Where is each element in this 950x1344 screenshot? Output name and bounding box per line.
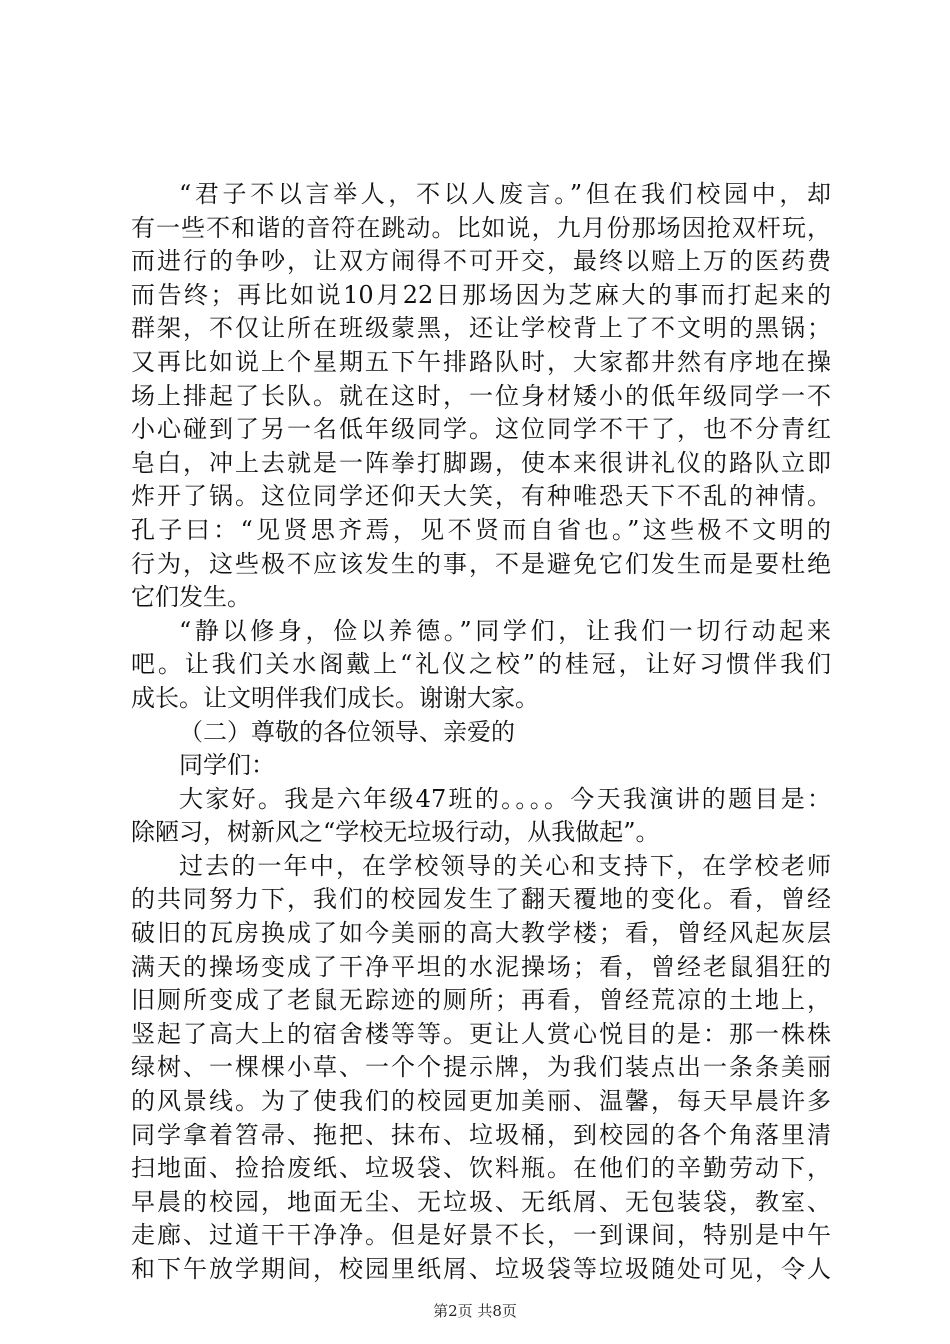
text-line: 的共同努力下，我们的校园发生了翻天覆地的变化。看，曾经 — [131, 885, 831, 914]
text-line: 群架，不仅让所在班级蒙黑，还让学校背上了不文明的黑锅； — [131, 314, 831, 343]
text-line: 又再比如说上个星期五下午排路队时，大家都井然有序地在操 — [131, 347, 831, 376]
text-line: 绿树、一棵棵小草、一个个提示牌，为我们装点出一条条美丽 — [131, 1053, 831, 1082]
text-line: 扫地面、捡拾废纸、垃圾袋、饮料瓶。在他们的辛勤劳动下， — [131, 1154, 831, 1183]
text-line: 而进行的争吵，让双方闹得不可开交，最终以赔上万的医药费 — [131, 247, 831, 276]
text-line: 过去的一年中，在学校领导的关心和支持下，在学校老师 — [179, 851, 831, 880]
text-line: 满天的操场变成了干净平坦的水泥操场；看，曾经老鼠猖狂的 — [131, 952, 831, 981]
text-line: 皂白，冲上去就是一阵拳打脚踢，使本来很讲礼仪的路队立即 — [131, 448, 831, 477]
text-line: “静以修身，俭以养德。”同学们，让我们一切行动起来 — [179, 616, 831, 645]
text-line: 炸开了锅。这位同学还仰天大笑，有种唯恐天下不乱的神情。 — [131, 482, 831, 511]
text-line: 行为，这些极不应该发生的事，不是避免它们发生而是要杜绝 — [131, 549, 831, 578]
body-text — [131, 178, 831, 1287]
text-line: 和下午放学期间，校园里纸屑、垃圾袋等垃圾随处可见，令人 — [131, 1255, 831, 1283]
text-line: “君子不以言举人，不以人废言。”但在我们校园中，却 — [179, 180, 831, 208]
text-line: 除陋习，树新风之“学校无垃圾行动，从我做起”。 — [131, 818, 660, 847]
text-line: 的风景线。为了使我们的校园更加美丽、温馨，每天早晨许多 — [131, 1087, 831, 1116]
text-line: 成长。让文明伴我们成长。谢谢大家。 — [131, 683, 539, 712]
text-line: 走廊、过道干干净净。但是好景不长，一到课间，特别是中午 — [131, 1221, 831, 1250]
text-line: 它们发生。 — [131, 583, 251, 612]
page-footer: 第2页 共8页 — [433, 1302, 517, 1320]
text-line: 破旧的瓦房换成了如今美丽的高大教学楼；看，曾经风起灰层 — [131, 919, 831, 948]
text-line: 吧。让我们关水阁戴上“礼仪之校”的桂冠，让好习惯伴我们 — [131, 650, 831, 679]
text-line: 同学拿着笤帚、拖把、抹布、垃圾桶，到校园的各个角落里清 — [131, 1120, 831, 1149]
salutation: 同学们： — [179, 751, 275, 780]
section-heading: （二）尊敬的各位领导、亲爱的 — [179, 717, 515, 746]
text-line: 竖起了高大上的宿舍楼等等。更让人赏心悦目的是：那一株株 — [131, 1019, 831, 1048]
text-line: 小心碰到了另一名低年级同学。这位同学不干了，也不分青红 — [131, 415, 831, 444]
text-line: 大家好。我是六年级47班的。。。。今天我演讲的题目是： — [179, 784, 831, 813]
text-line: 旧厕所变成了老鼠无踪迹的厕所；再看，曾经荒凉的土地上， — [131, 986, 831, 1015]
text-line: 孔子曰：“见贤思齐焉，见不贤而自省也。”这些极不文明的 — [131, 515, 831, 544]
text-line: 而告终；再比如说10月22日那场因为芝麻大的事而打起来的 — [131, 280, 831, 309]
text-line: 早晨的校园，地面无尘、无垃圾、无纸屑、无包装袋，教室、 — [131, 1187, 831, 1216]
text-line: 场上排起了长队。就在这时，一位身材矮小的低年级同学一不 — [131, 381, 831, 410]
text-line: 有一些不和谐的音符在跳动。比如说，九月份那场因抢双杆玩， — [131, 213, 831, 242]
